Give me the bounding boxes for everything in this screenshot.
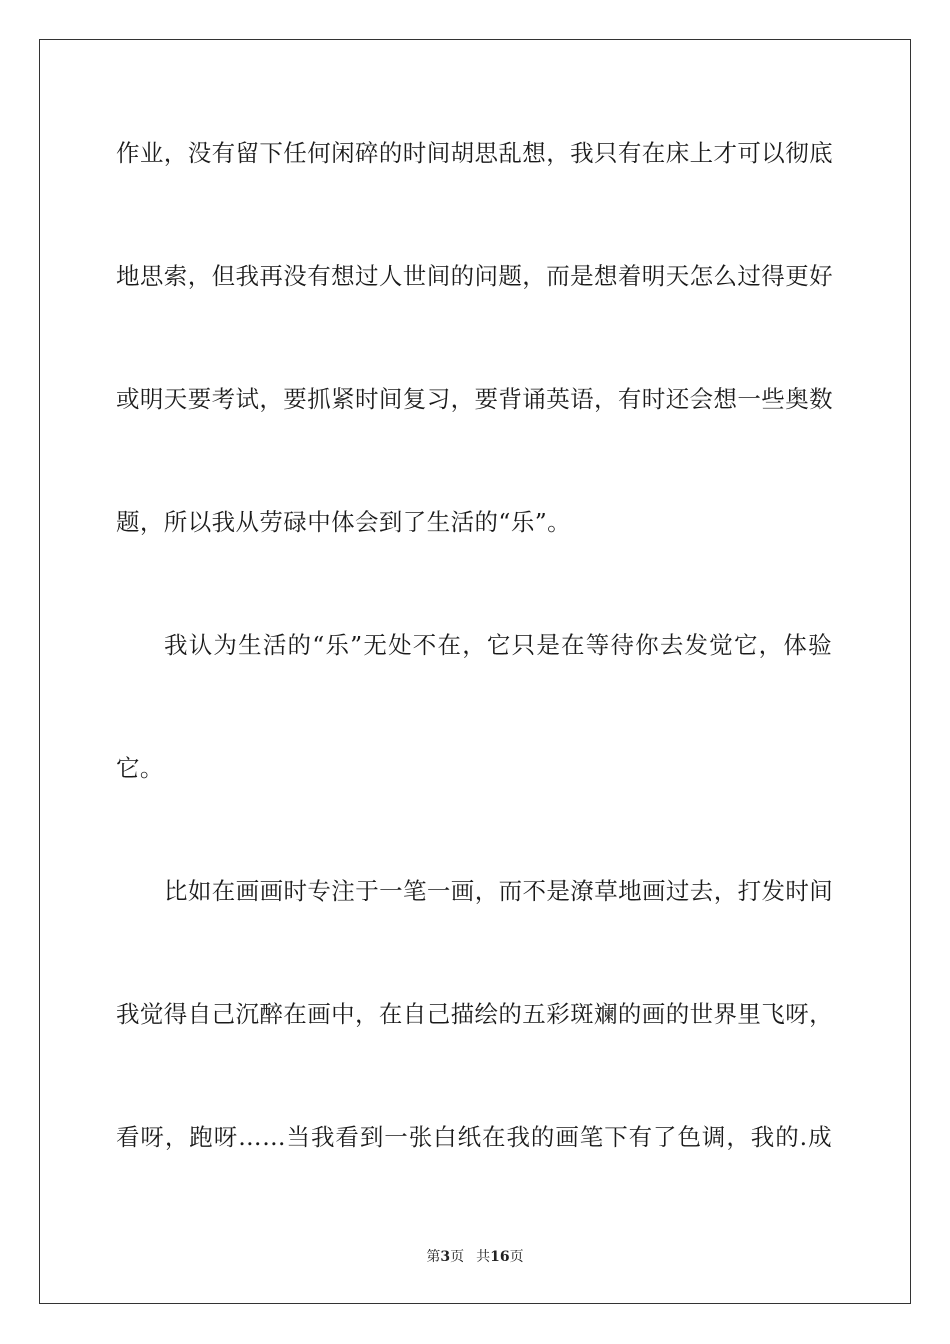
text-line-7: 比如在画画时专注于一笔一画，而不是潦草地画过去，打发时间	[164, 877, 834, 905]
total-indicator	[476, 1248, 523, 1266]
page-footer	[0, 1248, 950, 1266]
text-line-1: 作业，没有留下任何闲碎的时间胡思乱想，我只有在床上才可以彻底	[116, 139, 833, 167]
total-suffix: 页	[509, 1249, 524, 1265]
page-border	[39, 39, 911, 1304]
total-number: 16	[490, 1249, 510, 1265]
page-number: 3	[440, 1249, 451, 1265]
page-suffix: 页	[450, 1249, 465, 1265]
page-indicator	[426, 1248, 464, 1266]
total-prefix: 共	[476, 1249, 491, 1265]
text-line-2: 地思索，但我再没有想过人世间的问题，而是想着明天怎么过得更好	[116, 262, 833, 290]
text-line-5: 我认为生活的“乐”无处不在，它只是在等待你去发觉它，体验	[164, 631, 832, 659]
text-line-6: 它。	[116, 754, 164, 782]
text-line-9: 看呀，跑呀……当我看到一张白纸在我的画笔下有了色调，我的.成	[116, 1123, 832, 1151]
text-line-8: 我觉得自己沉醉在画中，在自己描绘的五彩斑斓的画的世界里飞呀，	[116, 1000, 833, 1028]
text-line-4: 题，所以我从劳碌中体会到了生活的“乐”。	[116, 508, 572, 536]
text-line-3: 或明天要考试，要抓紧时间复习，要背诵英语，有时还会想一些奥数	[116, 385, 833, 413]
page-prefix: 第	[426, 1249, 441, 1265]
